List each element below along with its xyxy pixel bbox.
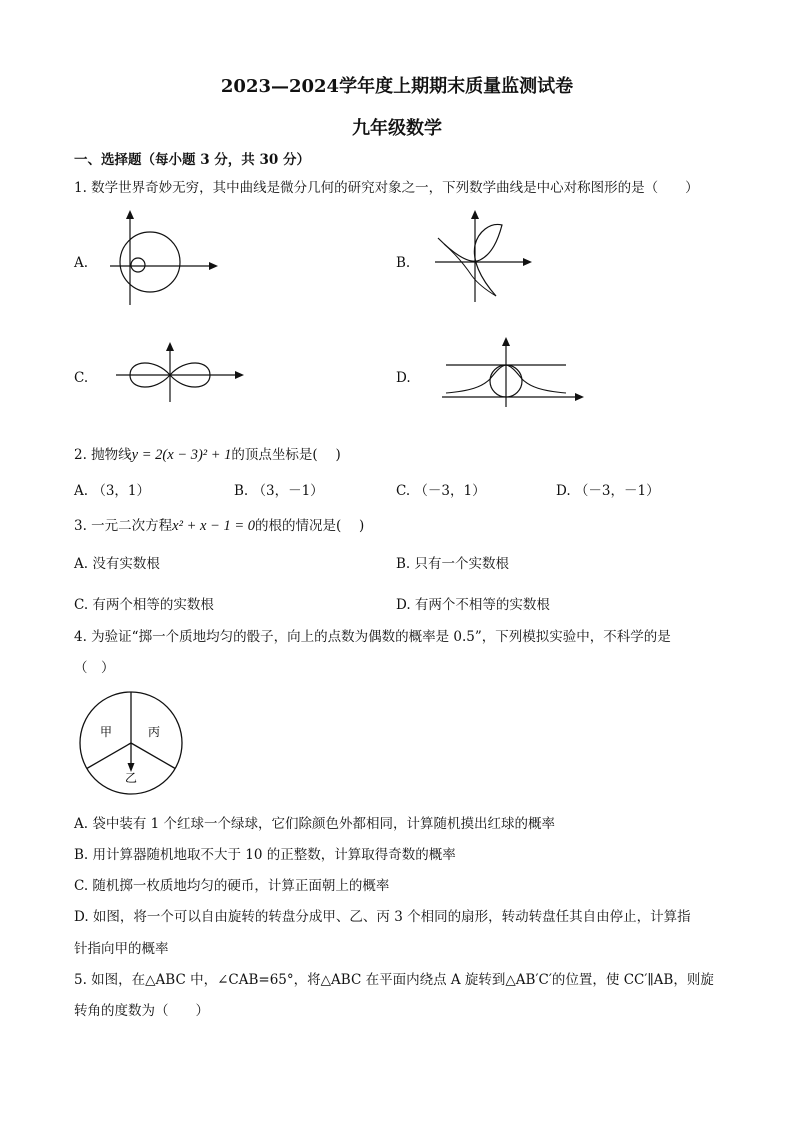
- q4-option-a: A. 袋中装有 1 个红球一个绿球，它们除颜色外都相同，计算随机摸出红球的概率: [74, 816, 556, 832]
- spinner-label-jia: 甲: [100, 725, 113, 739]
- q2-formula: y = 2(x − 3)² + 1: [131, 447, 232, 463]
- q1-option-c-figure: [110, 340, 250, 405]
- exam-subtitle: 九年级数学: [352, 118, 442, 139]
- q3-option-a: A. 没有实数根: [74, 556, 160, 572]
- q1-option-b-label: B.: [396, 255, 411, 271]
- q4-stem-line2: （ ）: [74, 660, 115, 676]
- q5-stem-line2: 转角的度数为（ ）: [74, 1003, 209, 1019]
- q1-option-d-label: D.: [396, 370, 411, 386]
- q2-option-a: A. （3，1）: [74, 483, 151, 499]
- section-heading: 一、选择题（每小题 3 分，共 30 分）: [74, 152, 310, 168]
- q3-stem: [74, 514, 364, 535]
- q4-option-d: D. 如图，将一个可以自由旋转的转盘分成甲、乙、丙 3 个相同的扇形，转动转盘任其自由停止，计算指: [74, 909, 691, 925]
- q2-option-b: B. （3，－1）: [234, 483, 324, 499]
- q5-stem-line1: 5. 如图，在△ABC 中，∠CAB=65°，将△ABC 在平面内绕点 A 旋转到△AB′C′的位置，使 CC′∥AB，则旋: [74, 972, 714, 988]
- q4-option-c: C. 随机掷一枚质地均匀的硬币，计算正面朝上的概率: [74, 878, 390, 894]
- q1-option-d-figure: [440, 335, 590, 410]
- q1-option-c-label: C.: [74, 370, 89, 386]
- q3-stem-prefix: 3. 一元二次方程: [74, 518, 173, 534]
- q1-option-b-figure: [430, 210, 540, 305]
- spinner-figure: [78, 690, 184, 796]
- q1-stem: 1. 数学世界奇妙无穷，其中曲线是微分几何的研究对象之一，下列数学曲线是中心对称图形的是（ ）: [74, 180, 699, 196]
- q2-option-d: D. （－3，－1）: [556, 483, 660, 499]
- q3-option-d: D. 有两个不相等的实数根: [396, 597, 550, 613]
- spinner-label-bing: 丙: [148, 725, 161, 739]
- q1-option-a-label: A.: [74, 255, 89, 271]
- q3-option-c: C. 有两个相等的实数根: [74, 597, 214, 613]
- q1-option-a-figure: [100, 210, 230, 310]
- q4-option-b: B. 用计算器随机地取不大于 10 的正整数，计算取得奇数的概率: [74, 847, 456, 863]
- q3-stem-suffix: 的根的情况是( ): [255, 518, 365, 534]
- spinner-label-yi: 乙: [125, 771, 138, 785]
- q3-option-b: B. 只有一个实数根: [396, 556, 510, 572]
- q4-option-d-line2: 针指向甲的概率: [74, 941, 169, 957]
- q2-stem: [74, 443, 341, 464]
- q3-formula: x² + x − 1 = 0: [172, 518, 255, 534]
- exam-title: 2023—2024学年度上期期末质量监测试卷: [220, 76, 574, 97]
- q2-stem-prefix: 2. 抛物线: [74, 447, 132, 463]
- q4-stem-line1: 4. 为验证“掷一个质地均匀的骰子，向上的点数为偶数的概率是 0.5”，下列模拟实验中，不科学的是: [74, 629, 671, 645]
- q2-option-c: C. （－3，1）: [396, 483, 486, 499]
- q2-stem-suffix: 的顶点坐标是( ): [231, 447, 341, 463]
